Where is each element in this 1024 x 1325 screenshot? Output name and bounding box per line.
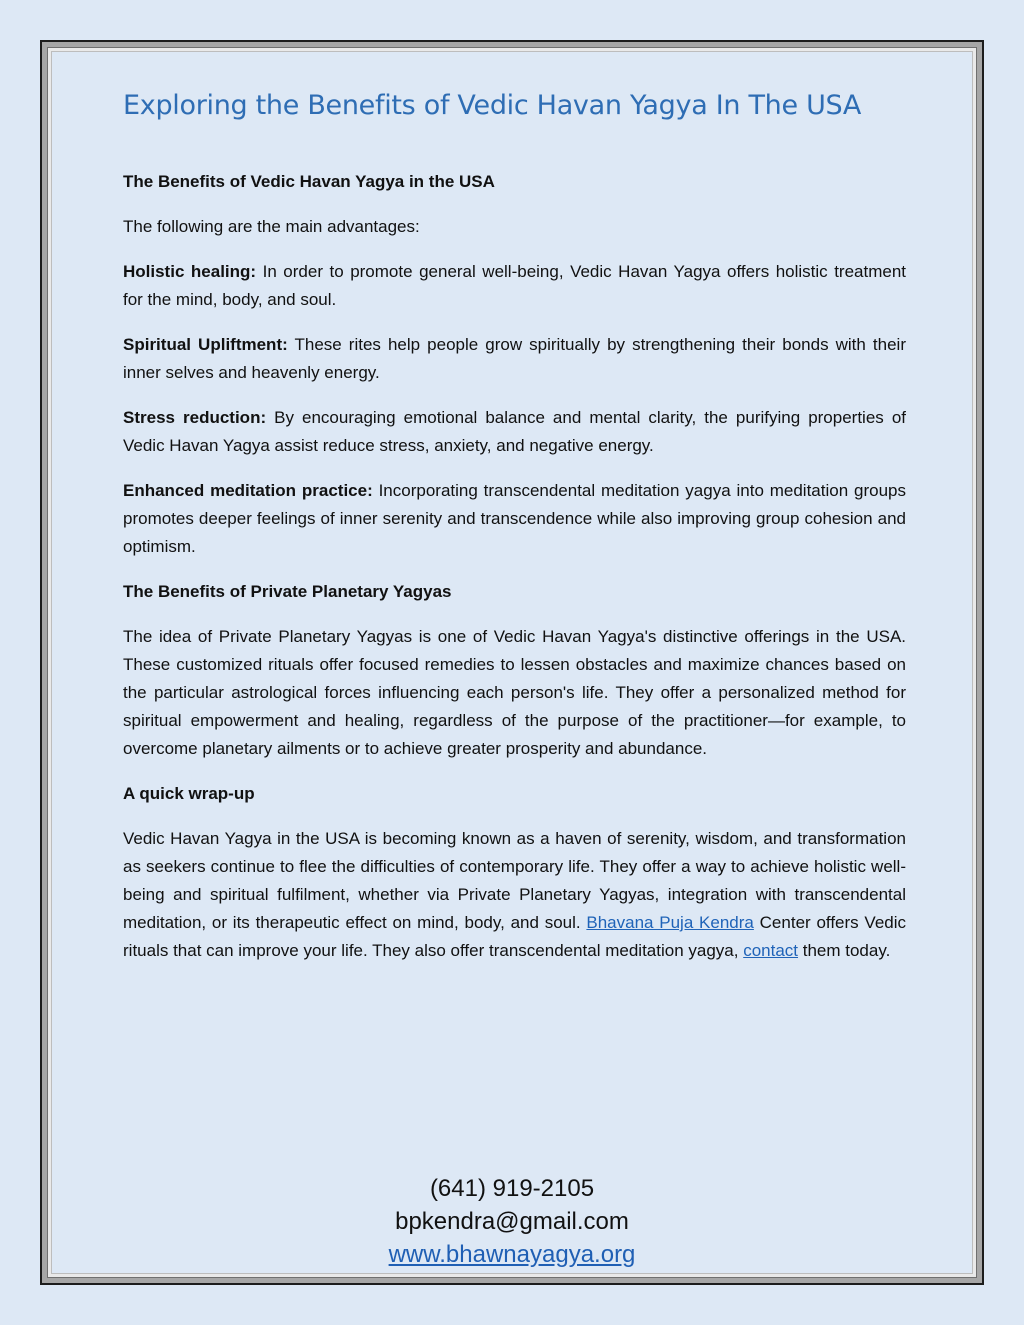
wrap-up-text-2: Center offers Vedic rituals that can improve your life. They also offer transcendental meditation yagya, [123,913,907,960]
benefit-text: These rites help people grow spiritually by strengthening their bonds with their inner selves and heavenly energy. [123,335,906,382]
benefit-text: By encouraging emotional balance and mental clarity, the purifying properties of Vedic Havan Yagya assist reduce stress, anxiety, and negative energy. [123,408,906,455]
benefit-text: In order to promote general well-being, Vedic Havan Yagya offers holistic treatment for the mind, body, and soul. [123,262,907,309]
benefit-item-enhanced-meditation [123,477,906,561]
contact-footer [52,1172,972,1271]
private-planetary-paragraph: The idea of Private Planetary Yagyas is one of Vedic Havan Yagya's distinctive offerings in the USA. These customized rituals offer focused remedies to lessen obstacles and maximize chances based on the particular astrological forces influencing each person's life. They offer a personalized method for spiritual empowerment and healing, regardless of the purpose of the practitioner—for example, to overcome planetary ailments or to achieve greater prosperity and abundance. [123,627,906,758]
wrap-up-text-1: Vedic Havan Yagya in the USA is becoming known as a haven of serenity, wisdom, and transformation as seekers continue to flee the difficulties of contemporary life. They offer a way to achieve holistic well-being and spiritual fulfilment, whether via Private Planetary Yagyas, integration with transcendental meditation, or its therapeutic effect on mind, body, and soul. [123,829,906,932]
section-heading-benefits: The Benefits of Vedic Havan Yagya in the USA [123,172,495,191]
wrap-up-text-3: them today. [798,941,891,960]
contact-link[interactable]: contact [743,941,799,960]
bhavana-puja-kendra-link[interactable]: Bhavana Puja Kendra [586,913,754,932]
benefit-item-spiritual-upliftment [123,331,906,387]
page-frame-inner [47,47,977,1278]
document-page [51,51,973,1274]
benefit-term: Spiritual Upliftment: [123,335,288,354]
section-heading-private-planetary: The Benefits of Private Planetary Yagyas [123,582,452,601]
benefit-item-stress-reduction [123,404,906,460]
benefit-term: Holistic healing: [123,262,257,281]
email-address: bpkendra@gmail.com [395,1208,629,1235]
document-content [123,88,906,982]
benefit-term: Enhanced meditation practice: [123,481,373,500]
benefit-text: Incorporating transcendental meditation yagya into meditation groups promotes deeper feelings of inner serenity and transcendence while also improving group cohesion and optimism. [123,481,906,556]
website-link[interactable]: www.bhawnayagya.org [388,1241,636,1268]
section-heading-wrap-up: A quick wrap-up [123,784,255,803]
wrap-up-paragraph [123,825,906,965]
document-title: Exploring the Benefits of Vedic Havan Yagya In The USA [123,90,862,121]
phone-number: (641) 919-2105 [429,1175,595,1202]
section-intro: The following are the main advantages: [123,217,420,236]
page-frame-outer [40,40,984,1285]
benefit-term: Stress reduction: [123,408,267,427]
benefit-item-holistic-healing [123,258,906,314]
